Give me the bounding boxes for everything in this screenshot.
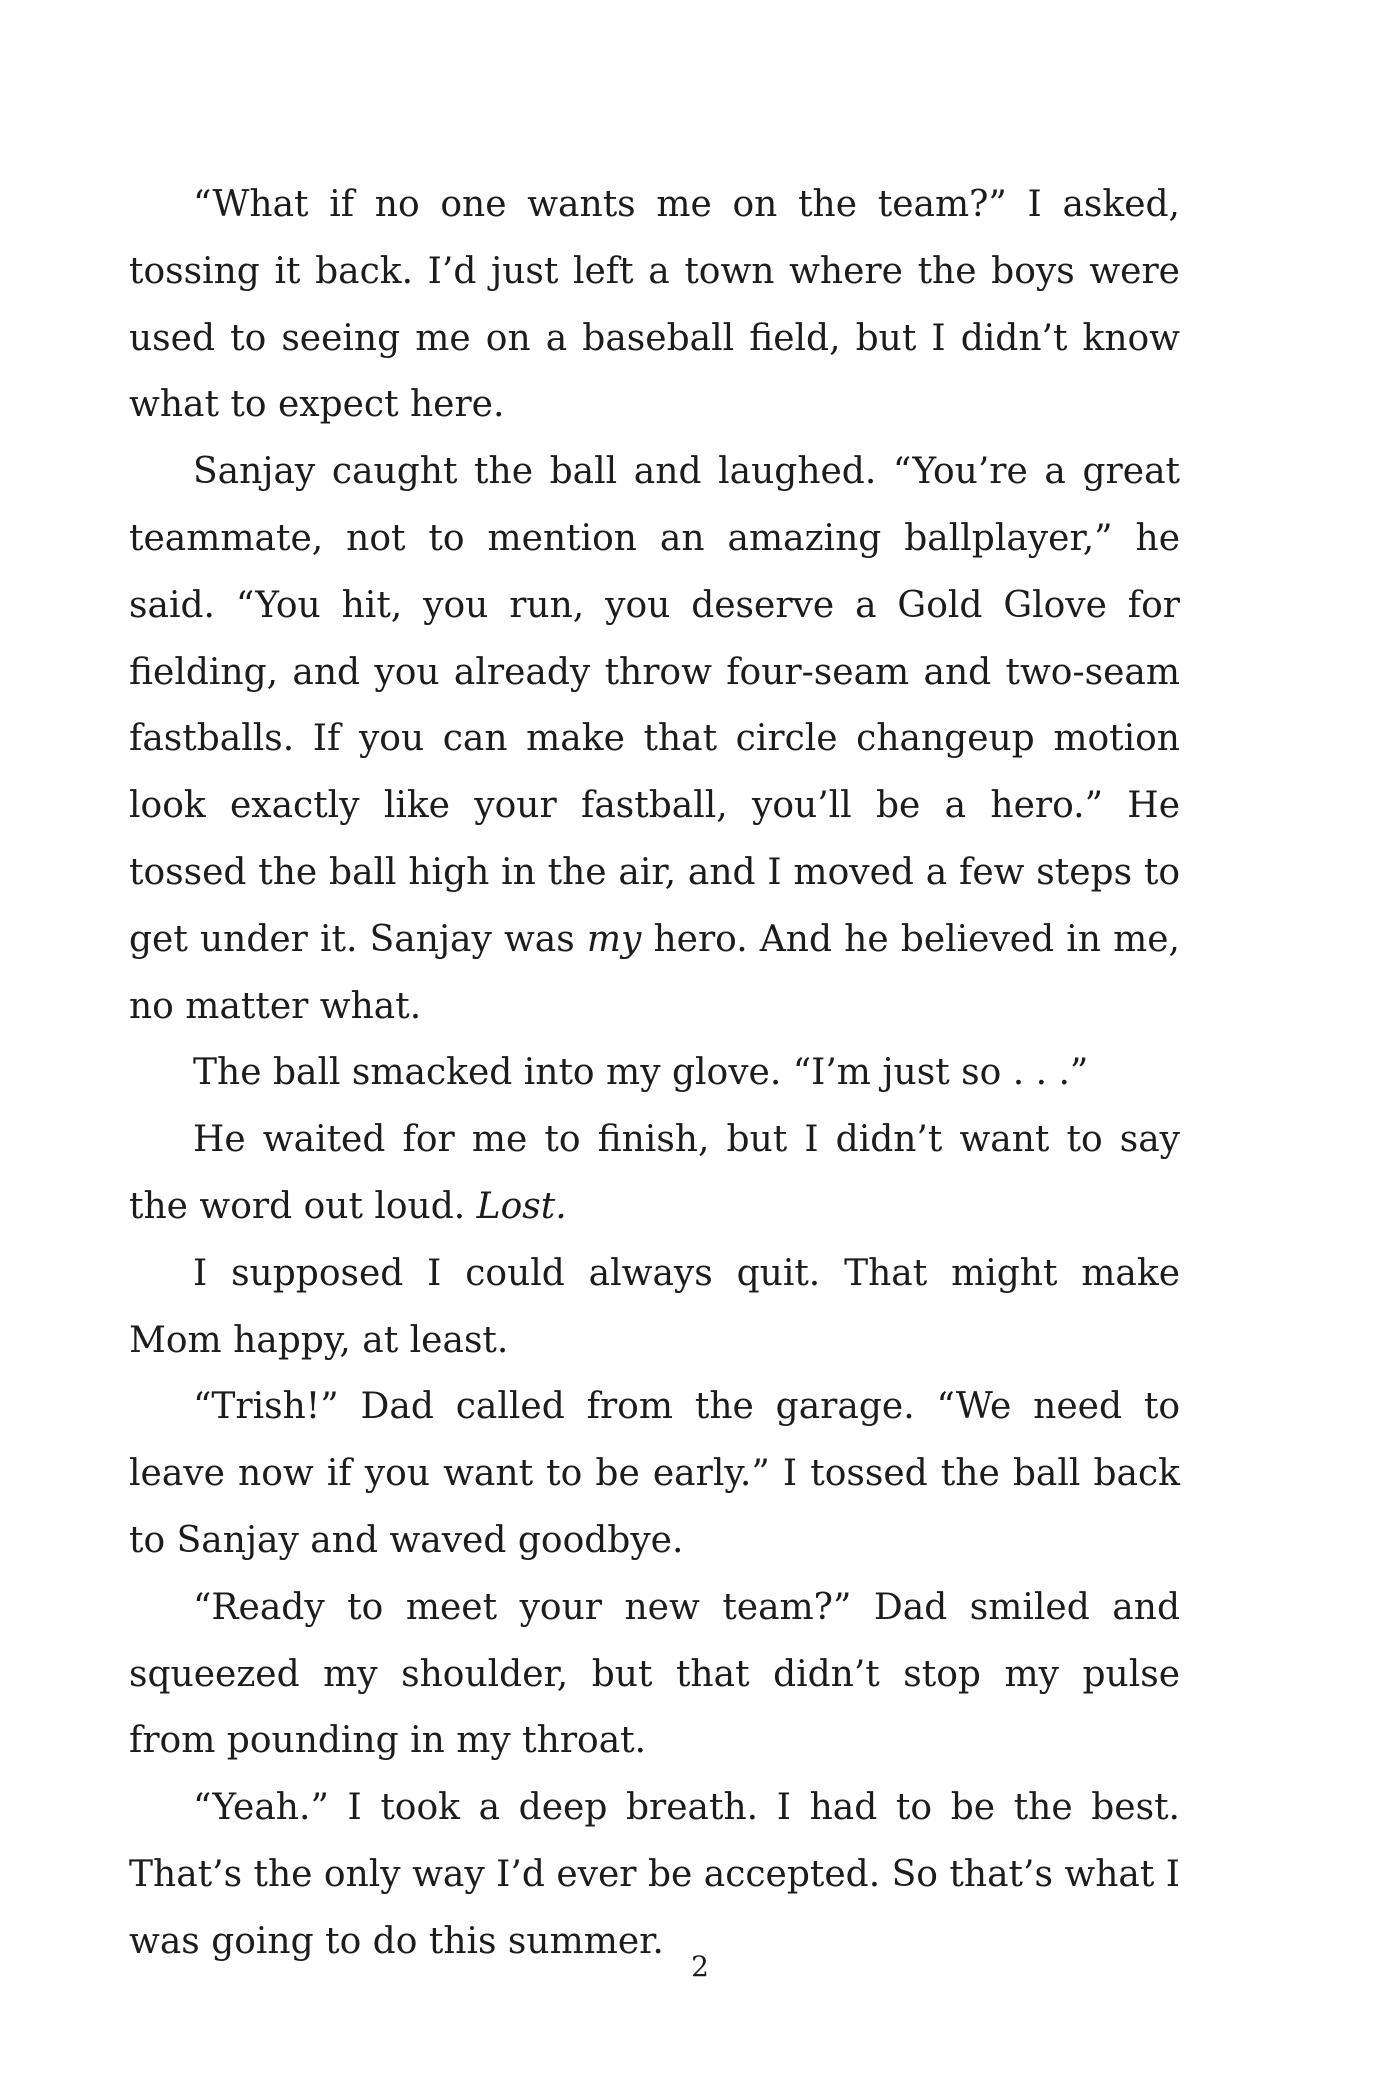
italic-run: my bbox=[586, 918, 642, 960]
text-run: “Ready to meet your new team?” Dad smiled and squeezed my shoulder, but that didn’t stop my pulse from pounding in my throat. bbox=[129, 1586, 1180, 1762]
paragraph-1 bbox=[129, 172, 1180, 439]
paragraph-5 bbox=[129, 1241, 1180, 1375]
body-text bbox=[129, 172, 1180, 1976]
text-run: I supposed I could always quit. That might make Mom happy, at least. bbox=[129, 1252, 1180, 1361]
text-run: “What if no one wants me on the team?” I asked, tossing it back. I’d just left a town where the boys were used to seeing me on a baseball field, but I didn’t know what to expect here. bbox=[129, 184, 1180, 426]
paragraph-2 bbox=[129, 439, 1180, 1040]
paragraph-6 bbox=[129, 1374, 1180, 1574]
text-run: “Yeah.” I took a deep breath. I had to be the best. That’s the only way I’d ever be accepted. So that’s what I was going to do this summer. bbox=[129, 1787, 1180, 1962]
italic-run: Lost. bbox=[476, 1185, 567, 1227]
text-run: Sanjay caught the ball and laughed. “You’re a great teammate, not to mention an amazing ballplayer,” he said. “You hit, you run, you deserve a Gold Glove for fielding, and you already throw four-seam and two-seam fastballs. If you can make that circle changeup motion look exactly like your fastball, you’ll be a hero.” He tossed the ball high in the air, and I moved a few steps to get under it. Sanjay was bbox=[129, 451, 1180, 960]
text-run: hero. And he believed in me, no matter what. bbox=[129, 918, 1180, 1027]
page-number: 2 bbox=[691, 1950, 709, 1983]
paragraph-3 bbox=[129, 1040, 1180, 1107]
paragraph-7 bbox=[129, 1575, 1180, 1775]
paragraph-4 bbox=[129, 1107, 1180, 1241]
text-run: He waited for me to finish, but I didn’t want to say the word out loud. bbox=[129, 1119, 1180, 1227]
paragraph-8 bbox=[129, 1775, 1180, 1975]
text-run: “Trish!” Dad called from the garage. “We need to leave now if you want to be early.” I tossed the ball back to Sanjay and waved goodbye. bbox=[129, 1386, 1180, 1561]
text-run: The ball smacked into my glove. “I’m just so . . .” bbox=[193, 1052, 1089, 1094]
